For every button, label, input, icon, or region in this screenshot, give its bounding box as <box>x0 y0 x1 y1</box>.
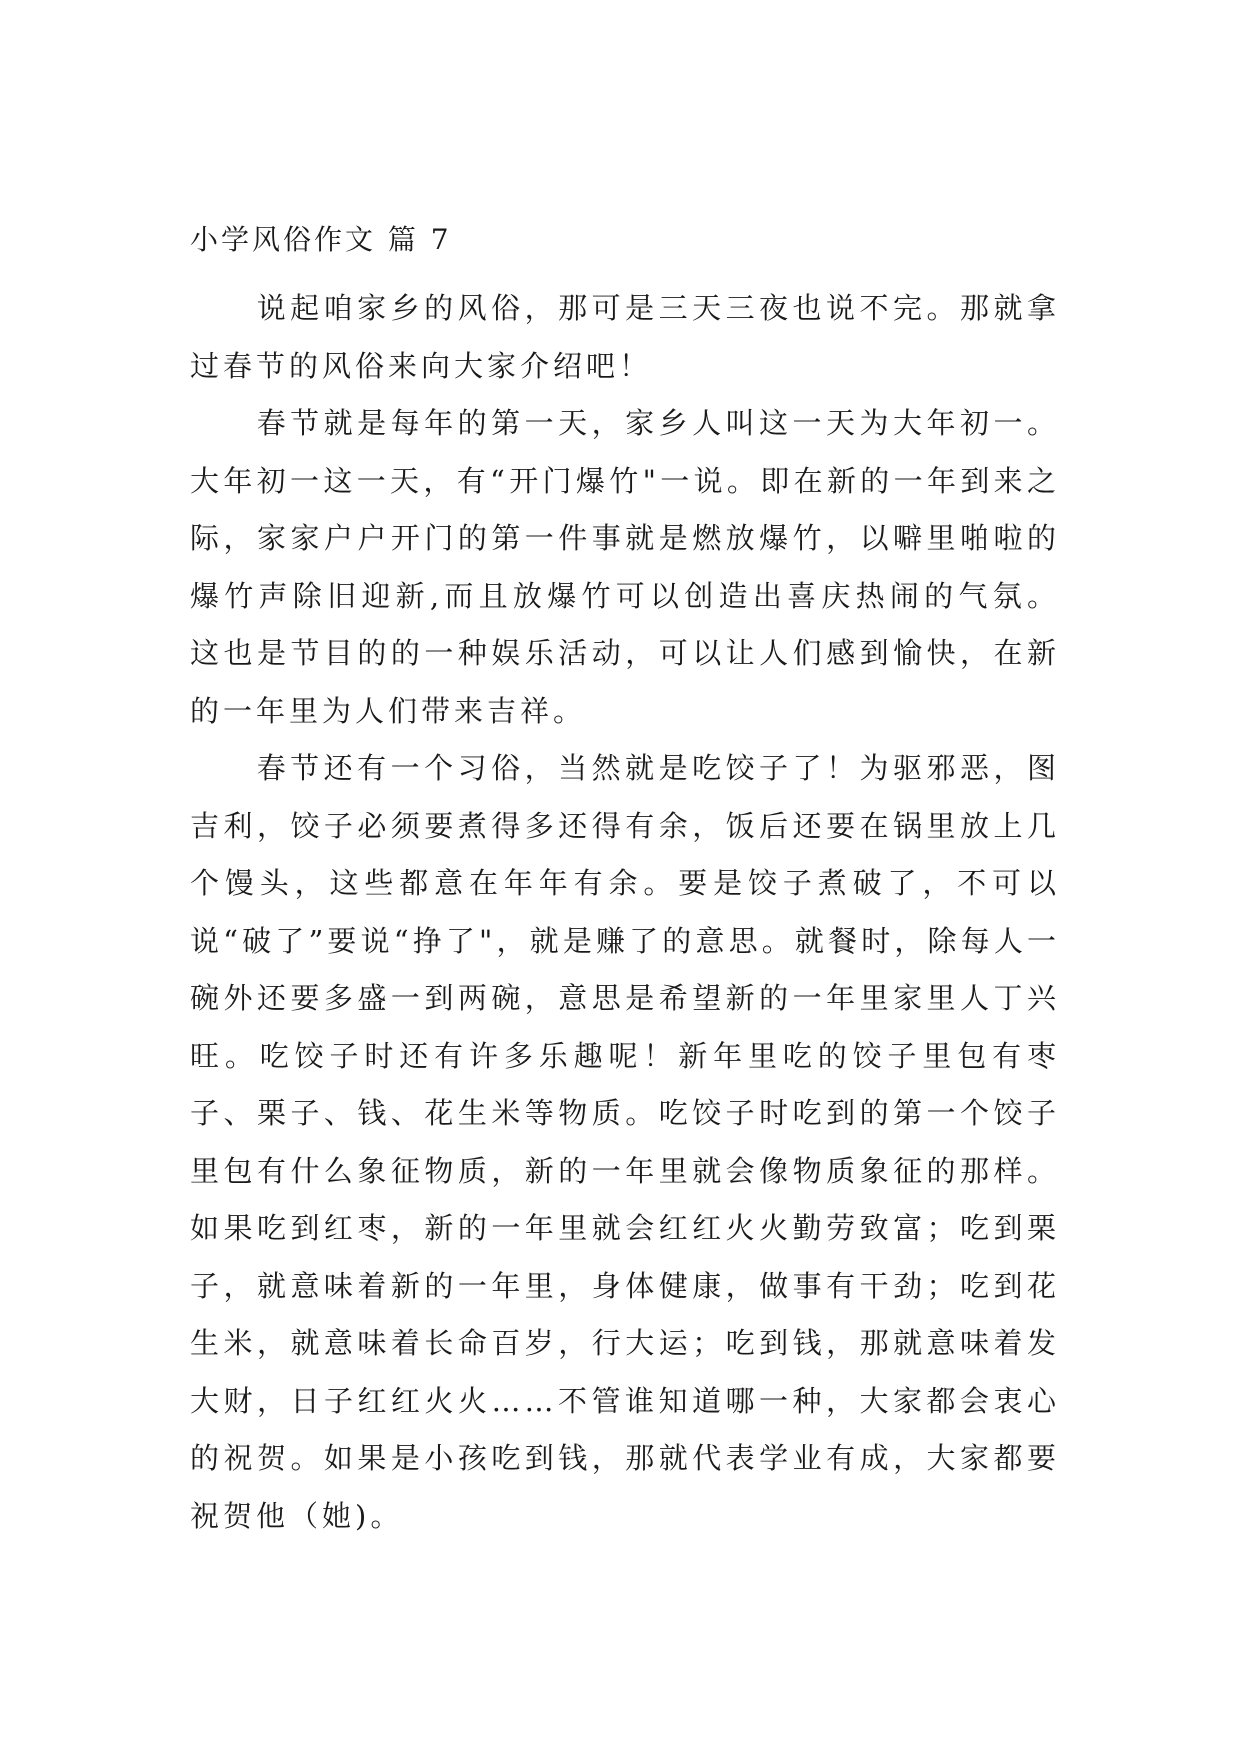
paragraph-firecrackers: 春节就是每年的第一天，家乡人叫这一天为大年初一。大年初一这一天，有“开门爆竹"一说。即在新的一年到来之际，家家户户开门的第一件事就是燃放爆竹，以噼里啪啦的爆竹声除旧迎新,而且放爆竹可以创造出喜庆热闹的气氛。这也是节目的的一种娱乐活动，可以让人们感到愉快，在新的一年里为人们带来吉祥。 <box>190 406 1060 728</box>
paragraph-intro: 说起咱家乡的风俗，那可是三天三夜也说不完。那就拿过春节的风俗来向大家介绍吧！ <box>190 291 1060 383</box>
paragraph-dumplings: 春节还有一个习俗，当然就是吃饺子了！为驱邪恶，图吉利，饺子必须要煮得多还得有余，饭后还要在锅里放上几个馒头，这些都意在年年有余。要是饺子煮破了，不可以说“破了”要说“挣了"，就是赚了的意思。就餐时，除每人一碗外还要多盛一到两碗，意思是希望新的一年里家里人丁兴旺。吃饺子时还有许多乐趣呢！新年里吃的饺子里包有枣子、栗子、钱、花生米等物质。吃饺子时吃到的第一个饺子里包有什么象征物质，新的一年里就会像物质象征的那样。如果吃到红枣，新的一年里就会红红火火勤劳致富；吃到栗子，就意味着新的一年里，身体健康，做事有干劲；吃到花生米，就意味着长命百岁，行大运；吃到钱，那就意味着发大财，日子红红火火……不管谁知道哪一种，大家都会衷心的祝贺。如果是小孩吃到钱，那就代表学业有成，大家都要祝贺他（她)。 <box>190 751 1060 1533</box>
document-title: 小学风俗作文 篇 7 <box>190 223 452 256</box>
document-body <box>190 222 1060 1545</box>
